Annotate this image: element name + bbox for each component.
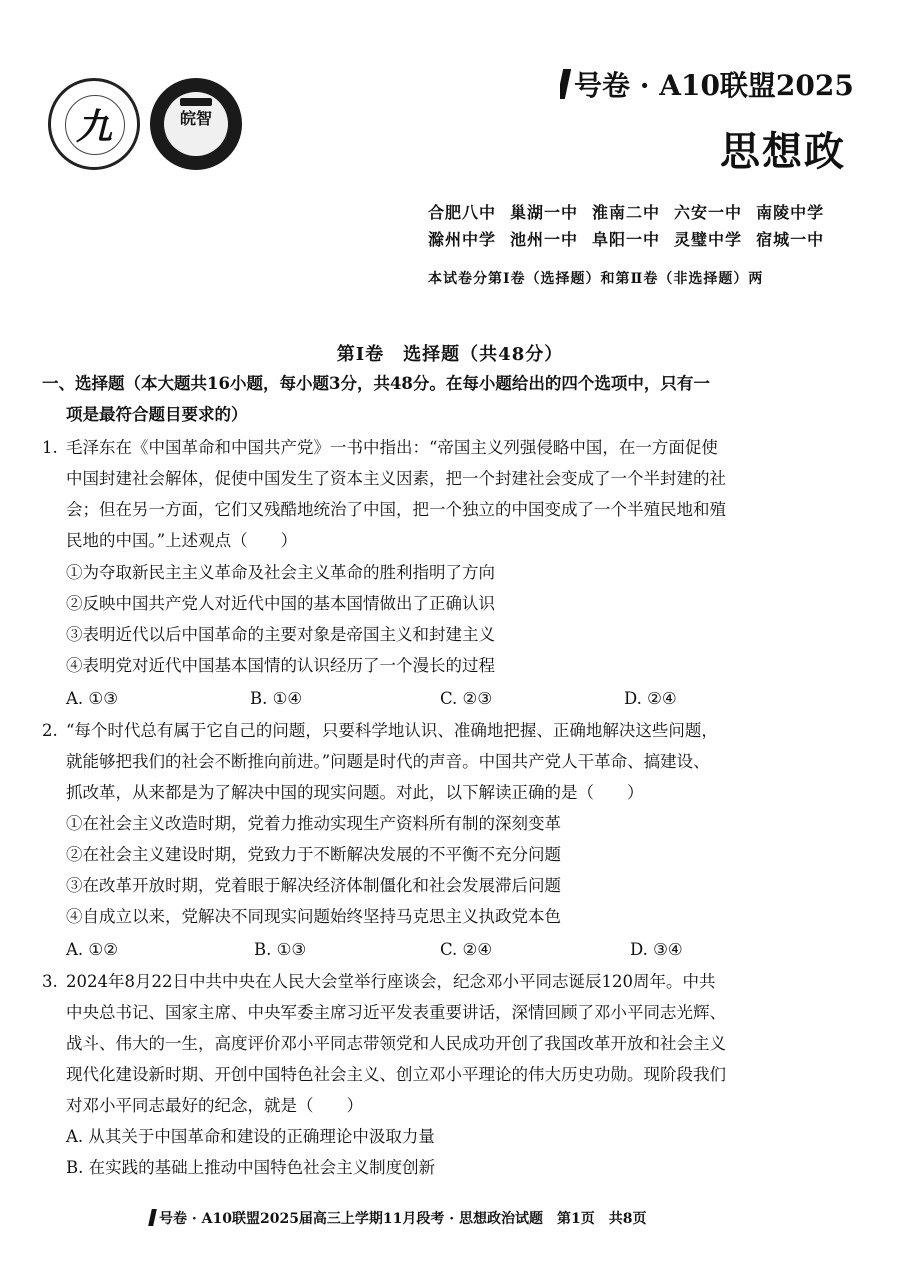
answer-option-c[interactable]: C. ②④	[440, 940, 493, 959]
question-stem: 战斗、伟大的一生，高度评价邓小平同志带领党和人民成功开创了我国改革开放和社会主义	[66, 1034, 726, 1053]
school-name: 宿城一中	[756, 230, 825, 249]
logo-mark: 皖智	[179, 109, 212, 128]
question-stem: 现代化建设新时期、开创中国特色社会主义、创立邓小平理论的伟大历史功勋。现阶段我们	[66, 1065, 726, 1084]
brand-slash-icon	[560, 69, 571, 99]
statement: ③在改革开放时期，党着眼于解决经济体制僵化和社会发展滞后问题	[66, 876, 561, 895]
section-heading: 一、选择题（本大题共16小题，每小题3分，共48分。在每小题给出的四个选项中，只有一	[42, 374, 710, 393]
school-name: 灵璧中学	[674, 230, 743, 249]
statement: ④表明党对近代中国基本国情的认识经历了一个漫长的过程	[66, 656, 495, 675]
question-stem: 2024年8月22日中共中央在人民大会堂举行座谈会，纪念邓小平同志诞辰120周年。中共	[66, 972, 716, 991]
alliance-logo	[48, 78, 140, 170]
answer-option-a[interactable]: A. ①②	[66, 940, 118, 959]
page-footer	[150, 1208, 647, 1228]
school-name: 阜阳一中	[592, 230, 661, 249]
statement: ④自成立以来，党解决不同现实问题始终坚持马克思主义执政党本色	[66, 907, 561, 926]
logo-mark: 九	[75, 106, 112, 148]
answer-option-d[interactable]: D. ③④	[630, 940, 683, 959]
school-name: 滁州中学	[428, 230, 497, 249]
answer-option-c[interactable]: C. ②③	[440, 689, 493, 708]
exam-instructions: 本试卷分第Ⅰ卷（选择题）和第Ⅱ卷（非选择题）两	[428, 271, 764, 287]
question-stem: 抓改革，从来都是为了解决中国的现实问题。对此，以下解读正确的是（ ）	[66, 783, 644, 802]
subject-title: 思想政	[720, 128, 846, 175]
logo-roof-shape	[180, 98, 212, 106]
exam-series-title	[560, 64, 880, 104]
question-number: 1.	[42, 438, 58, 457]
question-stem: 会；但在另一方面，它们又残酷地统治了中国，把一个独立的中国变成了一个半殖民地和殖	[66, 500, 726, 519]
school-name: 南陵中学	[756, 203, 825, 222]
statement: ②在社会主义建设时期，党致力于不断解决发展的不平衡不充分问题	[66, 845, 561, 864]
school-name: 合肥八中	[428, 203, 497, 222]
answer-option-d[interactable]: D. ②④	[624, 689, 677, 708]
school-list-row-2	[428, 227, 838, 250]
series-text: 号卷 · A10联盟2025	[574, 69, 854, 102]
answer-option-b[interactable]: B. ①③	[254, 940, 307, 959]
question-stem: 毛泽东在《中国革命和中国共产党》一书中指出：“帝国主义列强侵略中国，在一方面促使	[66, 438, 718, 457]
school-list-row-1	[428, 200, 838, 223]
question-stem: 就能够把我们的社会不断推向前进。”问题是时代的声音。中国共产党人干革命、搞建设、	[66, 752, 710, 771]
question-number: 3.	[42, 972, 58, 991]
school-name: 巢湖一中	[510, 203, 579, 222]
question-stem: 对邓小平同志最好的纪念，就是（ ）	[66, 1096, 363, 1115]
school-name: 淮南二中	[592, 203, 661, 222]
question-stem: 中央总书记、国家主席、中央军委主席习近平发表重要讲话，深情回顾了邓小平同志光辉、	[66, 1003, 726, 1022]
answer-option-a[interactable]: A. ①③	[66, 689, 118, 708]
section-heading-cont: 项是最符合题目要求的）	[66, 405, 248, 424]
part-title: 第Ⅰ卷 选择题（共48分）	[336, 344, 564, 365]
school-name: 池州一中	[510, 230, 579, 249]
question-stem: 中国封建社会解体，促使中国发生了资本主义因素，把一个封建社会变成了一个半封建的社	[66, 469, 726, 488]
school-name: 六安一中	[674, 203, 743, 222]
footer-text: 号卷 · A10联盟2025届高三上学期11月段考 · 思想政治试题 第1页 共8页	[159, 1211, 647, 1227]
statement: ②反映中国共产党人对近代中国的基本国情做出了正确认识	[66, 594, 495, 613]
statement: ①为夺取新民主主义革命及社会主义革命的胜利指明了方向	[66, 563, 495, 582]
answer-option-a[interactable]: A. 从其关于中国革命和建设的正确理论中汲取力量	[66, 1127, 435, 1146]
question-stem: 民地的中国。”上述观点（ ）	[66, 531, 298, 550]
statement: ①在社会主义改造时期，党着力推动实现生产资料所有制的深刻变革	[66, 814, 561, 833]
answer-option-b[interactable]: B. 在实践的基础上推动中国特色社会主义制度创新	[66, 1158, 436, 1177]
statement: ③表明近代以后中国革命的主要对象是帝国主义和封建主义	[66, 625, 495, 644]
brand-slash-icon	[148, 1209, 157, 1226]
question-number: 2.	[42, 721, 58, 740]
answer-option-b[interactable]: B. ①④	[250, 689, 303, 708]
question-stem: “每个时代总有属于它自己的问题，只要科学地认识、准确地把握、正确地解决这些问题，	[66, 721, 718, 740]
wanzhi-education-logo	[150, 78, 242, 170]
